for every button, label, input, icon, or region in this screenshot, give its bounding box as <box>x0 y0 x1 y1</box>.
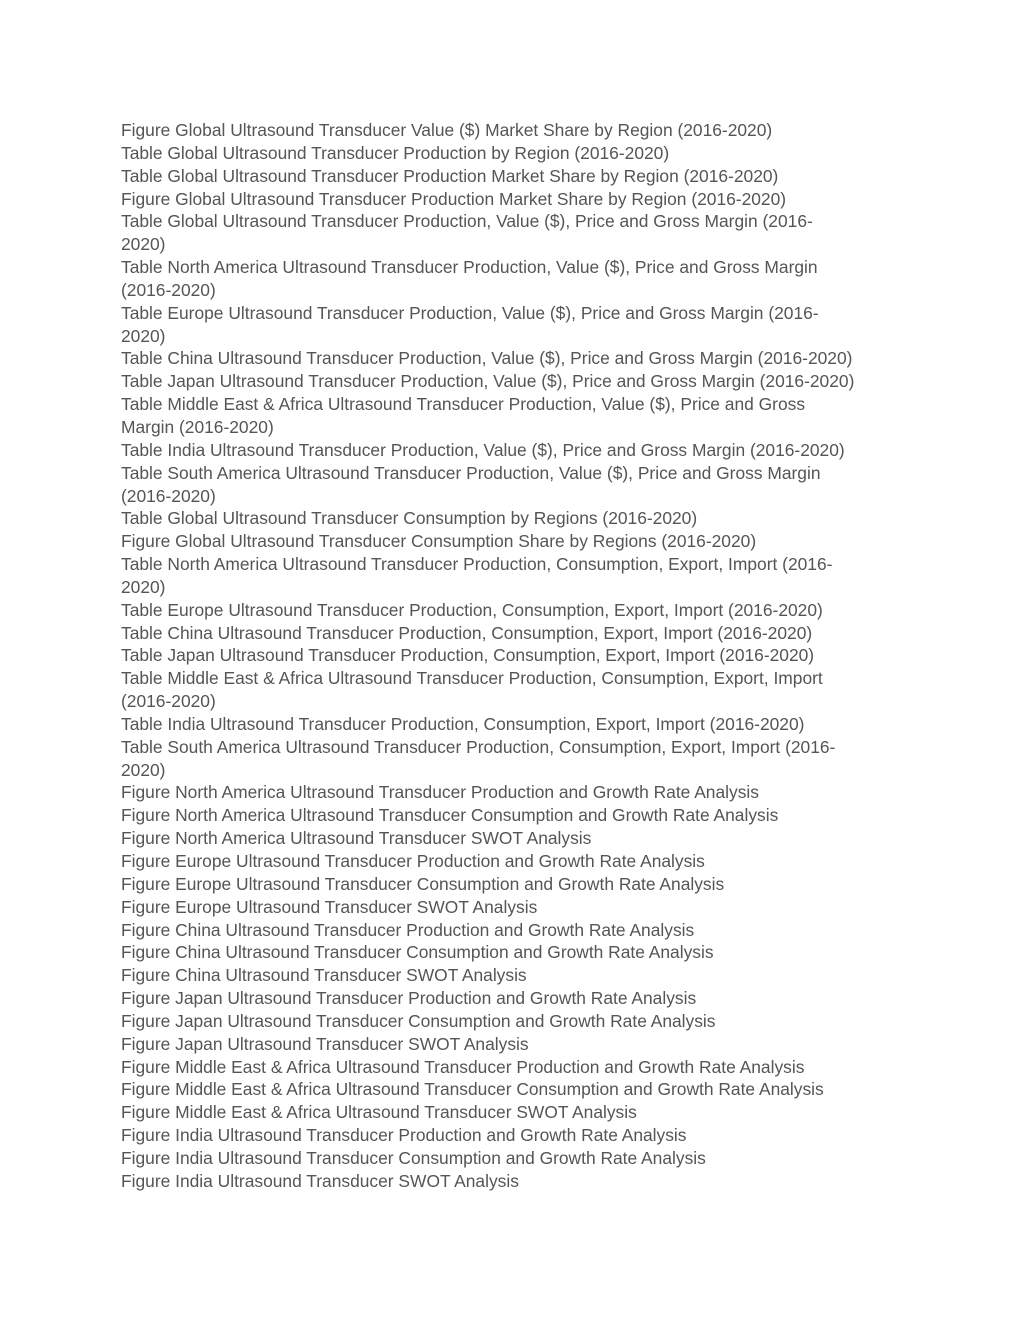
list-line: Table China Ultrasound Transducer Production, Value ($), Price and Gross Margin (2016-2020) <box>121 348 853 369</box>
list-line: Figure North America Ultrasound Transducer Production and Growth Rate Analysis <box>121 782 759 803</box>
list-line: Figure Japan Ultrasound Transducer Consumption and Growth Rate Analysis <box>121 1010 716 1031</box>
list-line: Table Global Ultrasound Transducer Production Market Share by Region (2016-2020) <box>121 165 779 186</box>
list-line: Figure India Ultrasound Transducer Consumption and Growth Rate Analysis <box>121 1147 706 1168</box>
list-line: (2016-2020) <box>121 279 216 300</box>
list-line: Figure North America Ultrasound Transducer SWOT Analysis <box>121 828 592 849</box>
list-line: Table North America Ultrasound Transducer Production, Consumption, Export, Import (2016- <box>121 554 833 575</box>
list-line: Figure Global Ultrasound Transducer Consumption Share by Regions (2016-2020) <box>121 531 757 552</box>
list-line: Figure Middle East & Africa Ultrasound Transducer Production and Growth Rate Analysis <box>121 1056 805 1077</box>
list-line: Margin (2016-2020) <box>121 416 274 437</box>
list-line: Table India Ultrasound Transducer Production, Consumption, Export, Import (2016-2020) <box>121 713 805 734</box>
list-line: Table Global Ultrasound Transducer Production by Region (2016-2020) <box>121 142 670 163</box>
list-line: Figure India Ultrasound Transducer SWOT Analysis <box>121 1170 519 1191</box>
list-line: Figure Europe Ultrasound Transducer Production and Growth Rate Analysis <box>121 851 705 871</box>
list-line: (2016-2020) <box>121 485 216 506</box>
list-line: 2020) <box>121 234 166 255</box>
list-line: Figure China Ultrasound Transducer Production and Growth Rate Analysis <box>121 919 695 940</box>
list-line: Table South America Ultrasound Transducer Production, Value ($), Price and Gross Margin <box>121 462 821 483</box>
list-line: 2020) <box>121 325 166 346</box>
list-line: Table Europe Ultrasound Transducer Production, Consumption, Export, Import (2016-2020) <box>121 599 823 620</box>
list-line: Table South America Ultrasound Transducer Production, Consumption, Export, Import (2016- <box>121 736 836 757</box>
list-of-figures-and-tables <box>121 119 911 1193</box>
list-line: (2016-2020) <box>121 691 216 712</box>
list-line: Table Middle East & Africa Ultrasound Transducer Production, Value ($), Price and Gross <box>121 394 806 415</box>
list-line: Table Middle East & Africa Ultrasound Transducer Production, Consumption, Export, Import <box>121 668 823 689</box>
list-line: Figure India Ultrasound Transducer Production and Growth Rate Analysis <box>121 1125 687 1146</box>
list-line: Table Global Ultrasound Transducer Consumption by Regions (2016-2020) <box>121 508 698 529</box>
list-line: 2020) <box>121 576 166 597</box>
list-line: Figure Europe Ultrasound Transducer SWOT Analysis <box>121 896 538 917</box>
list-line: Figure Europe Ultrasound Transducer Consumption and Growth Rate Analysis <box>121 873 725 894</box>
list-line: Figure Japan Ultrasound Transducer Production and Growth Rate Analysis <box>121 988 697 1009</box>
list-line: Table North America Ultrasound Transducer Production, Value ($), Price and Gross Margin <box>121 257 818 278</box>
list-line: Figure Global Ultrasound Transducer Value ($) Market Share by Region (2016-2020) <box>121 120 773 140</box>
list-line: Figure Japan Ultrasound Transducer SWOT Analysis <box>121 1033 529 1054</box>
list-line: 2020) <box>121 759 166 780</box>
list-line: Table Japan Ultrasound Transducer Production, Value ($), Price and Gross Margin (2016-2020) <box>121 371 855 392</box>
list-line: Table Europe Ultrasound Transducer Production, Value ($), Price and Gross Margin (2016- <box>121 302 819 323</box>
list-line: Figure Global Ultrasound Transducer Production Market Share by Region (2016-2020) <box>121 188 787 209</box>
list-line: Figure China Ultrasound Transducer Consumption and Growth Rate Analysis <box>121 942 714 963</box>
list-line: Table India Ultrasound Transducer Production, Value ($), Price and Gross Margin (2016-2020) <box>121 439 845 460</box>
list-line: Figure Middle East & Africa Ultrasound Transducer SWOT Analysis <box>121 1102 637 1123</box>
list-line: Table Global Ultrasound Transducer Production, Value ($), Price and Gross Margin (2016- <box>121 211 813 232</box>
list-line: Table Japan Ultrasound Transducer Production, Consumption, Export, Import (2016-2020) <box>121 645 815 666</box>
list-line: Table China Ultrasound Transducer Production, Consumption, Export, Import (2016-2020) <box>121 622 813 643</box>
list-line: Figure Middle East & Africa Ultrasound Transducer Consumption and Growth Rate Analysis <box>121 1079 824 1100</box>
list-line: Figure China Ultrasound Transducer SWOT Analysis <box>121 965 527 986</box>
list-line: Figure North America Ultrasound Transducer Consumption and Growth Rate Analysis <box>121 805 779 826</box>
